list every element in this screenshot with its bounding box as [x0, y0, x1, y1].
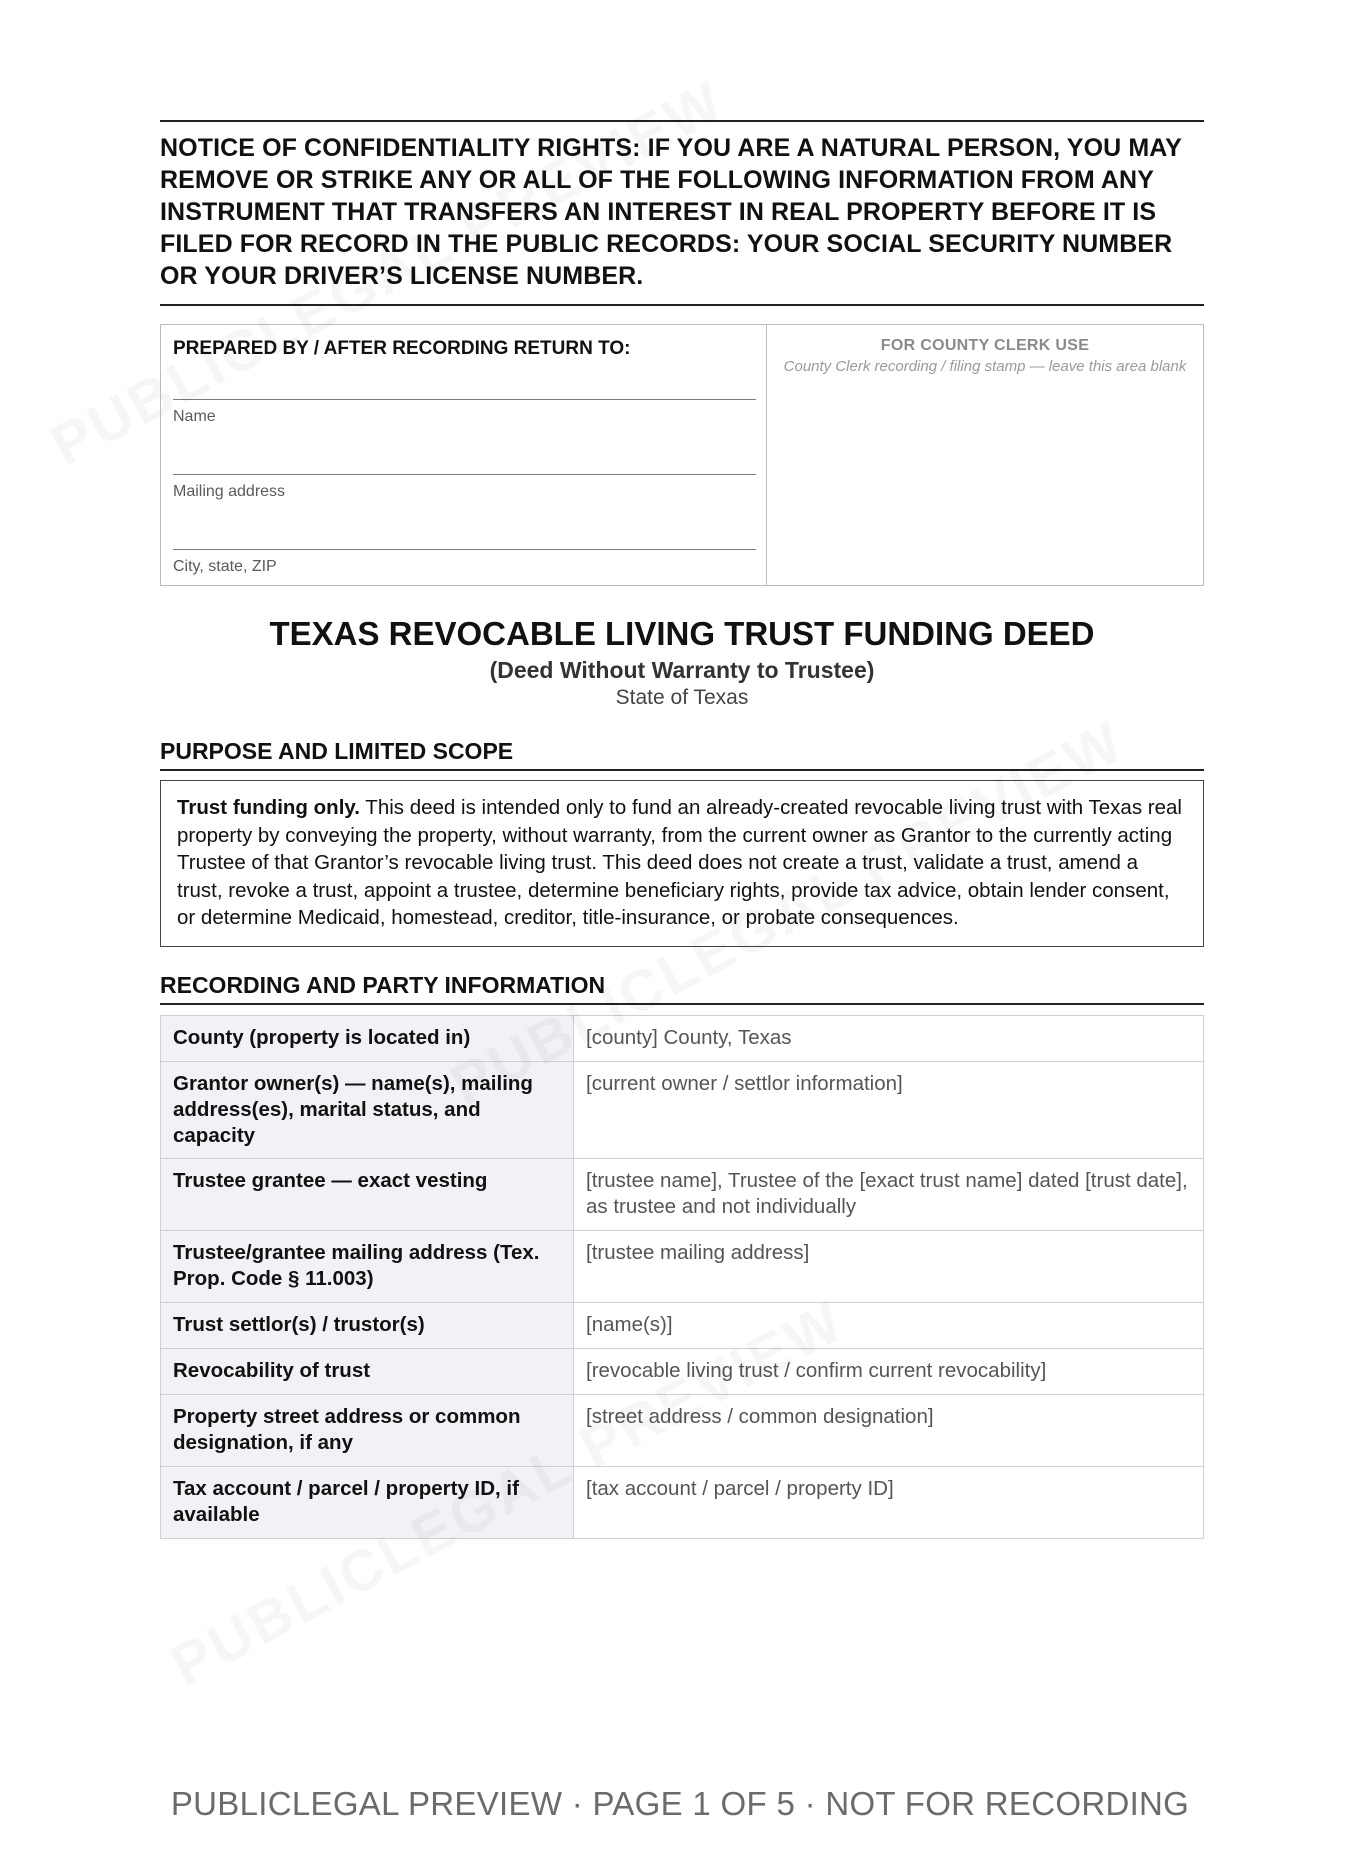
row-label: Property street address or common designation, if any — [161, 1394, 574, 1466]
document-title: TEXAS REVOCABLE LIVING TRUST FUNDING DEED — [269, 615, 1095, 652]
table-row — [161, 1061, 1204, 1158]
county-clerk-note: County Clerk recording / filing stamp — leave this area blank — [783, 358, 1187, 375]
row-value[interactable]: [current owner / settlor information] — [574, 1061, 1204, 1158]
row-value[interactable]: [trustee name], Trustee of the [exact trust name] dated [trust date], as trustee and not individually — [574, 1158, 1204, 1230]
mailing-address-label: Mailing address — [173, 483, 286, 500]
purpose-heading: PURPOSE AND LIMITED SCOPE — [160, 737, 1204, 771]
row-value[interactable]: [trustee mailing address] — [574, 1230, 1204, 1302]
recording-return-box — [160, 324, 1204, 586]
return-to-panel — [161, 325, 767, 585]
purpose-box — [160, 780, 1204, 947]
table-row — [161, 1466, 1204, 1538]
row-label: Trust settlor(s) / trustor(s) — [161, 1302, 574, 1348]
mailing-address-line[interactable] — [173, 426, 756, 475]
row-label: Grantor owner(s) — name(s), mailing address(es), marital status, and capacity — [161, 1061, 574, 1158]
row-value[interactable]: [street address / common designation] — [574, 1394, 1204, 1466]
city-state-zip-label: City, state, ZIP — [173, 558, 277, 575]
document-state: State of Texas — [615, 686, 749, 709]
county-clerk-area — [767, 325, 1203, 585]
table-row — [161, 1230, 1204, 1302]
table-row — [161, 1394, 1204, 1466]
table-row — [161, 1158, 1204, 1230]
confidentiality-notice: NOTICE OF CONFIDENTIALITY RIGHTS: IF YOU ARE A NATURAL PERSON, YOU MAY REMOVE OR STRIKE ANY OR ALL OF THE FOLLOWING INFORMATION FROM ANY INSTRUMENT THAT TRANSFERS AN INTEREST IN REAL PROPERTY BEFORE IT IS FILED FOR RECORD IN THE PUBLIC RECORDS: YOUR SOCIAL SECURITY NUMBER OR YOUR DRIVER’S LICENSE NUMBER. — [160, 120, 1204, 306]
table-row — [161, 1015, 1204, 1061]
city-state-zip-line[interactable] — [173, 501, 756, 550]
name-line[interactable] — [173, 361, 756, 400]
row-value[interactable]: [revocable living trust / confirm current revocability] — [574, 1348, 1204, 1394]
document-page — [160, 120, 1204, 1539]
row-value[interactable]: [county] County, Texas — [574, 1015, 1204, 1061]
return-to-heading: PREPARED BY / AFTER RECORDING RETURN TO: — [173, 338, 631, 359]
name-label: Name — [173, 408, 216, 425]
row-label: County (property is located in) — [161, 1015, 574, 1061]
purpose-body: This deed is intended only to fund an already-created revocable living trust with Texas real property by conveying the property, without warranty, from the current owner as Grantor to the currently acting Trustee of that Grantor’s revocable living trust. This deed does not create a trust, validate a trust, amend a trust, revoke a trust, appoint a trustee, determine beneficiary rights, provide tax advice, obtain lender consent, or determine Medicaid, homestead, creditor, title-insurance, or probate consequences. — [177, 796, 1182, 929]
row-value[interactable]: [tax account / parcel / property ID] — [574, 1466, 1204, 1538]
recording-heading: RECORDING AND PARTY INFORMATION — [160, 971, 1204, 1005]
row-label: Trustee/grantee mailing address (Tex. Prop. Code § 11.003) — [161, 1230, 574, 1302]
party-info-table — [160, 1015, 1204, 1539]
row-label: Trustee grantee — exact vesting — [161, 1158, 574, 1230]
table-row — [161, 1302, 1204, 1348]
row-value[interactable]: [name(s)] — [574, 1302, 1204, 1348]
row-label: Tax account / parcel / property ID, if available — [161, 1466, 574, 1538]
document-subtitle: (Deed Without Warranty to Trustee) — [489, 657, 875, 683]
page-footer: PUBLICLEGAL PREVIEW · PAGE 1 OF 5 · NOT FOR RECORDING — [170, 1785, 1190, 1822]
title-block — [160, 614, 1204, 711]
county-clerk-title: FOR COUNTY CLERK USE — [880, 337, 1090, 354]
row-label: Revocability of trust — [161, 1348, 574, 1394]
purpose-lead: Trust funding only. — [177, 796, 360, 819]
table-row — [161, 1348, 1204, 1394]
